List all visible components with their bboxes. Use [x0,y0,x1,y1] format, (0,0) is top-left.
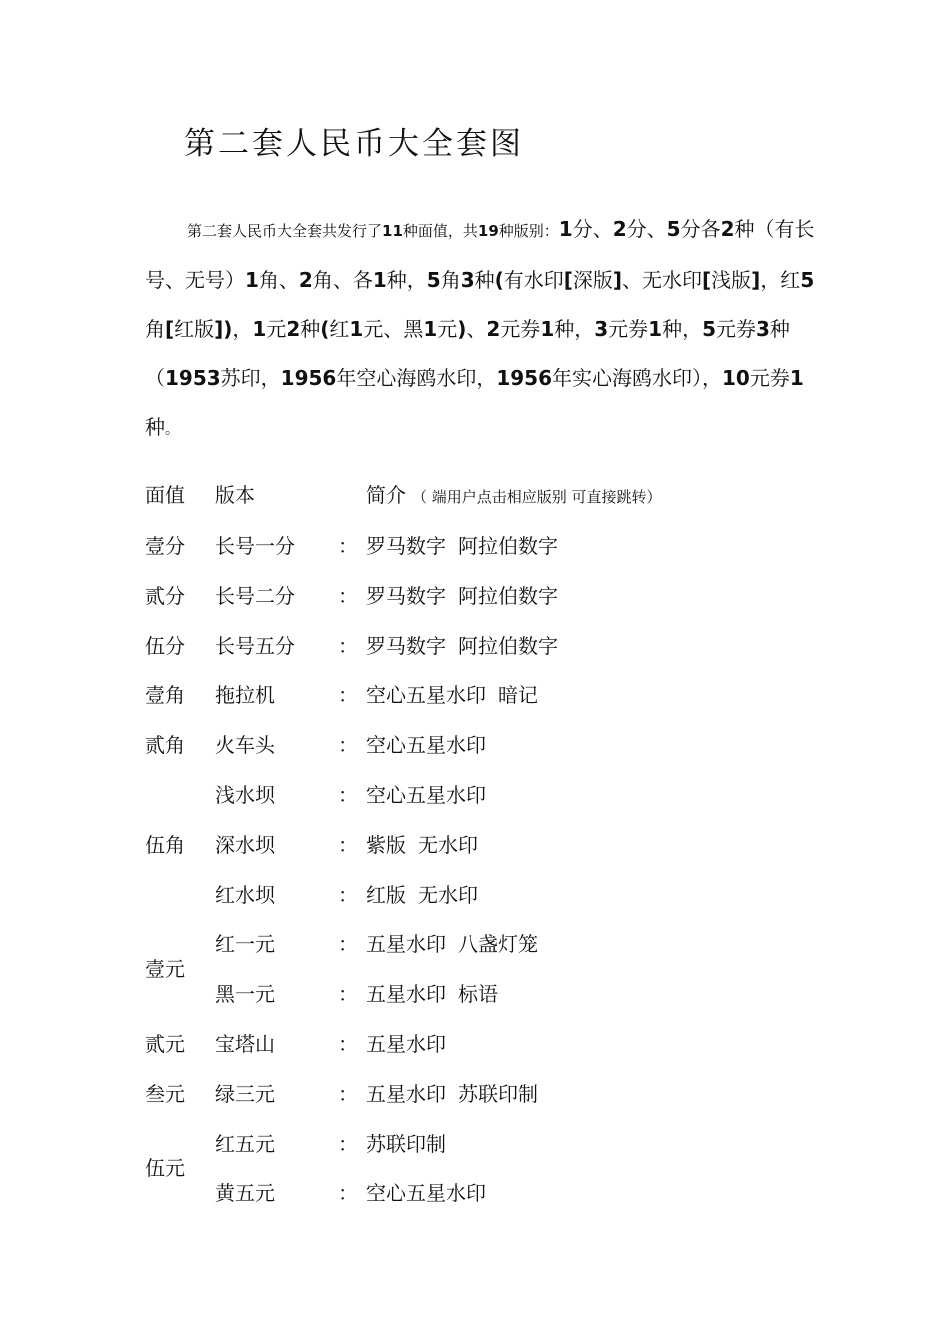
header-description: 简介 （ 端用户点击相应版别 可直接跳转） [366,483,662,507]
row-description-primary: 罗马数字 [366,534,446,558]
row-version: 火车头 [215,733,275,758]
table-row[interactable] [0,1177,950,1207]
row-description-primary: 五星水印 [366,932,446,957]
row-description-secondary: 无水印 [418,832,478,857]
row-description [366,1177,498,1206]
row-description-primary: 紫版 [366,832,406,857]
row-denomination: 伍分 [145,633,185,658]
row-version: 长号二分 [215,583,295,608]
row-colon: ： [338,882,358,907]
row-colon: ： [338,783,358,807]
row-version: 绿三元 [215,1081,275,1106]
table-row[interactable] [0,928,950,958]
row-denomination: 壹角 [145,683,185,708]
row-colon: ： [338,1081,358,1106]
row-version: 红水坝 [215,882,275,907]
row-version: 长号五分 [215,633,295,658]
row-colon: ： [338,932,358,957]
row-colon: ： [338,633,358,658]
row-description-secondary: 苏联印制 [458,1081,538,1106]
row-description [366,779,498,808]
row-colon: ： [338,1181,358,1206]
merged-denomination-yiyuan: 壹元 [145,957,185,981]
row-description-secondary: 阿拉伯数字 [458,583,558,608]
row-description-primary: 五星水印 [366,982,446,1007]
intro-paragraph: 第二套人民币大全套共发行了11种面值，共19种版别：1分、2分、5分各2种（有长号、无号）1角、2角、各1种，5角3种(有水印[深版]、无水印[浅版]，红5角[红版])，1元2种(红1元、黑1元)、2元券1种，3元券1种，5元券3种（1953苏印，1956年空心海鸥水印，1956年实心海鸥水印），10元券1种。 [145,217,815,439]
row-denomination: 贰分 [145,583,185,608]
row-version: 红一元 [215,932,275,957]
header-version: 版本 [215,483,255,507]
row-denomination: 伍角 [145,832,185,857]
row-description [366,978,498,1007]
header-note: （ 端用户点击相应版别 可直接跳转） [412,488,662,506]
row-description-primary: 空心五星水印 [366,733,486,758]
row-description [366,879,478,908]
row-description-primary: 空心五星水印 [366,683,486,708]
row-description-primary: 五星水印 [366,1032,446,1056]
row-colon: ： [338,534,358,558]
row-description [366,928,538,957]
table-row[interactable] [0,679,950,709]
table-row[interactable] [0,1028,950,1058]
row-version: 浅水坝 [215,783,275,807]
row-description-secondary: 标语 [458,982,498,1007]
table-header [0,479,950,509]
row-description-primary: 五星水印 [366,1081,446,1106]
table-row[interactable] [0,1078,950,1108]
row-description-secondary: 阿拉伯数字 [458,633,558,658]
row-version: 宝塔山 [215,1032,275,1056]
row-description [366,580,558,609]
row-description-primary: 罗马数字 [366,633,446,658]
row-colon: ： [338,733,358,758]
row-denomination: 壹分 [145,534,185,558]
row-description-secondary: 暗记 [498,683,538,708]
intro-text: 第二套人民币大全套共发行了11种面值，共19种版别： [187,222,559,240]
row-description [366,1078,538,1107]
row-description [366,630,558,659]
row-description-secondary: 无水印 [418,882,478,907]
merged-denomination-wuyuan: 伍元 [145,1156,185,1180]
row-colon: ： [338,832,358,857]
row-colon: ： [338,683,358,708]
table-row[interactable] [0,580,950,610]
row-description-primary: 苏联印制 [366,1131,446,1156]
row-version: 拖拉机 [215,683,275,708]
table-row[interactable] [0,1128,950,1158]
row-description-primary: 罗马数字 [366,583,446,608]
row-description [366,1028,458,1057]
row-version: 长号一分 [215,534,295,558]
row-version: 红五元 [215,1131,275,1156]
row-description [366,729,498,758]
row-description-secondary: 阿拉伯数字 [458,534,558,558]
header-denomination: 面值 [145,483,185,507]
table-row[interactable] [0,530,950,560]
row-denomination: 叁元 [145,1081,185,1106]
row-colon: ： [338,1131,358,1156]
table-row[interactable] [0,779,950,809]
row-description [366,829,478,858]
row-description-primary: 红版 [366,882,406,907]
row-description [366,1128,458,1157]
table-row[interactable] [0,829,950,859]
row-colon: ： [338,1032,358,1056]
row-description [366,679,538,708]
row-version: 黄五元 [215,1181,275,1206]
row-colon: ： [338,982,358,1007]
row-description-secondary: 八盏灯笼 [458,932,538,957]
row-colon: ： [338,583,358,608]
table-row[interactable] [0,630,950,660]
table-row[interactable] [0,729,950,759]
row-description-primary: 空心五星水印 [366,1181,486,1206]
row-version: 黑一元 [215,982,275,1007]
row-denomination: 贰元 [145,1032,185,1056]
page-title: 第二套人民币大全套图 [184,126,524,162]
row-description [366,530,558,559]
row-description-primary: 空心五星水印 [366,783,486,807]
table-row[interactable] [0,879,950,909]
row-denomination: 贰角 [145,733,185,758]
table-row[interactable] [0,978,950,1008]
row-version: 深水坝 [215,832,275,857]
